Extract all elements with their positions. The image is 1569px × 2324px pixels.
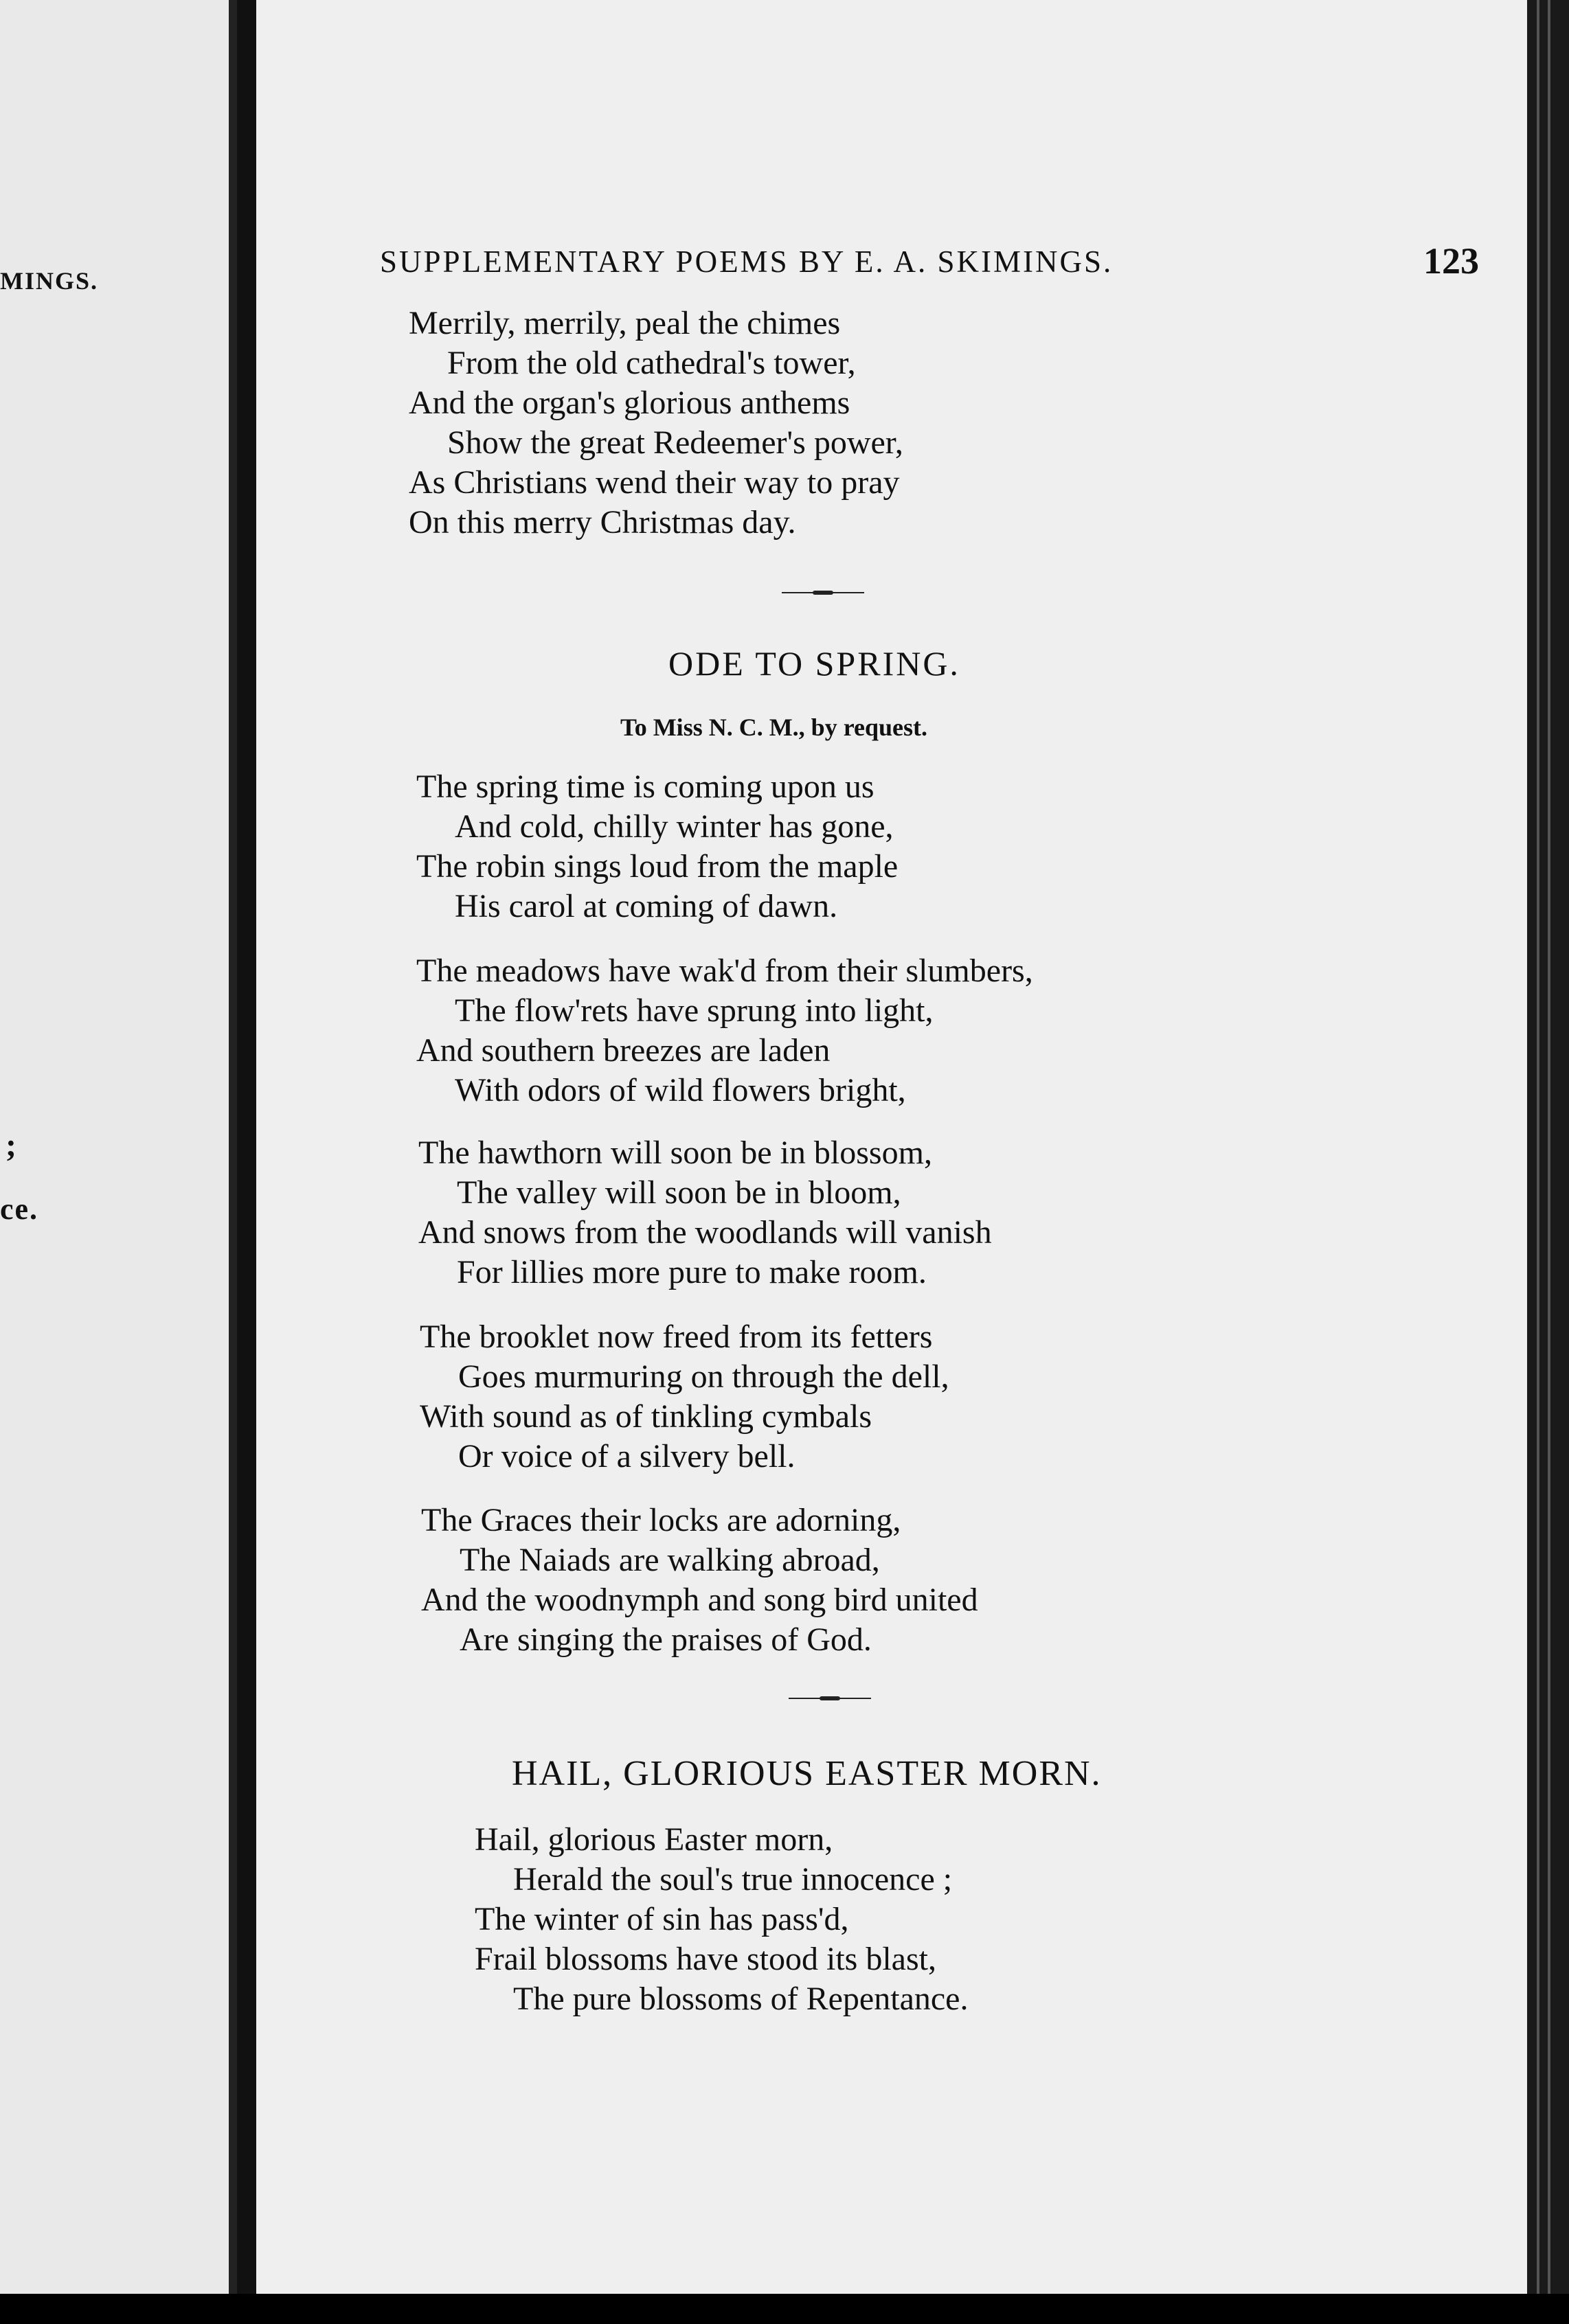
poem-line: The flow'rets have sprung into light, xyxy=(455,992,934,1029)
easter-stanza xyxy=(475,1820,968,2019)
right-page xyxy=(256,0,1527,2324)
poem-line: As Christians wend their way to pray xyxy=(409,464,900,501)
book-spine xyxy=(237,0,256,2324)
ode-stanza-1 xyxy=(416,767,898,926)
section-divider xyxy=(789,1696,871,1700)
left-page xyxy=(0,0,237,2324)
page-number: 123 xyxy=(1423,240,1479,282)
left-page-ce-fragment: ce. xyxy=(0,1192,39,1226)
poem-line: The brooklet now freed from its fetters xyxy=(420,1319,933,1355)
poem-line: His carol at coming of dawn. xyxy=(455,888,838,924)
poem-line: Or voice of a silvery bell. xyxy=(458,1438,795,1474)
page-edge-line xyxy=(1548,0,1550,2324)
ode-stanza-4 xyxy=(420,1317,949,1477)
poem-line: From the old cathedral's tower, xyxy=(447,345,856,381)
section-divider xyxy=(782,591,864,595)
running-head: SUPPLEMENTARY POEMS BY E. A. SKIMINGS. xyxy=(380,244,1114,279)
easter-title: HAIL, GLORIOUS EASTER MORN. xyxy=(512,1754,1102,1793)
poem-line: The pure blossoms of Repentance. xyxy=(513,1981,969,2017)
poem-line: The Naiads are walking abroad, xyxy=(460,1542,880,1578)
poem-line: The hawthorn will soon be in blossom, xyxy=(418,1135,932,1171)
poem-line: The meadows have wak'd from their slumbers, xyxy=(416,953,1033,989)
ode-title: ODE TO SPRING. xyxy=(668,644,960,683)
poem-line: And southern breezes are laden xyxy=(416,1032,831,1069)
poem-line: And cold, chilly winter has gone, xyxy=(455,808,894,845)
page-header xyxy=(380,240,1479,285)
stanza-christmas xyxy=(409,304,903,543)
poem-line: And the organ's glorious anthems xyxy=(409,385,850,421)
poem-line: Show the great Redeemer's power, xyxy=(447,424,903,461)
poem-line: Hail, glorious Easter morn, xyxy=(475,1821,833,1858)
ode-stanza-5 xyxy=(421,1501,978,1660)
page-edge xyxy=(1527,0,1569,2324)
page-edge-line xyxy=(1537,0,1539,2324)
left-page-heading-fragment: MINGS. xyxy=(0,267,99,295)
poem-line: Goes murmuring on through the dell, xyxy=(458,1358,949,1395)
ode-stanza-2 xyxy=(416,951,1033,1110)
poem-line: With odors of wild flowers bright, xyxy=(455,1072,906,1108)
poem-line: The winter of sin has pass'd, xyxy=(475,1901,849,1937)
poem-line: For lillies more pure to make room. xyxy=(457,1254,927,1290)
poem-line: The robin sings loud from the maple xyxy=(416,848,899,885)
scan-bottom-border xyxy=(0,2294,1569,2324)
poem-line: Merrily, merrily, peal the chimes xyxy=(409,305,841,341)
left-page-gutter xyxy=(229,0,237,2324)
poem-line: And the woodnymph and song bird united xyxy=(421,1582,978,1618)
poem-line: Are singing the praises of God. xyxy=(460,1621,872,1658)
ode-stanza-3 xyxy=(418,1133,992,1292)
poem-line: With sound as of tinkling cymbals xyxy=(420,1398,872,1435)
poem-line: The Graces their locks are adorning, xyxy=(421,1502,901,1538)
poem-line: Herald the soul's true innocence ; xyxy=(513,1861,953,1898)
left-page-semicolon: ; xyxy=(5,1127,18,1163)
poem-line: Frail blossoms have stood its blast, xyxy=(475,1941,936,1977)
poem-line: The valley will soon be in bloom, xyxy=(457,1174,901,1211)
poem-line: On this merry Christmas day. xyxy=(409,504,796,540)
ode-dedication: To Miss N. C. M., by request. xyxy=(620,714,928,741)
poem-line: The spring time is coming upon us xyxy=(416,768,874,805)
poem-line: And snows from the woodlands will vanish xyxy=(418,1214,992,1251)
